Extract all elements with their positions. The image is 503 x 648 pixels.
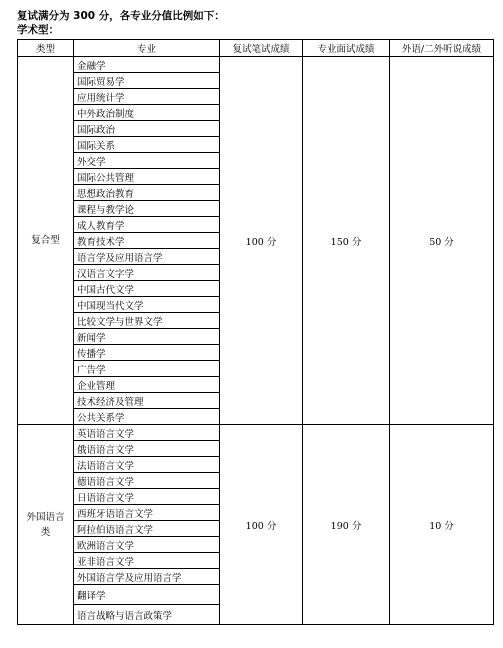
intro-line-academic: 学术型：	[17, 24, 59, 36]
header-written-score: 复试笔试成绩	[220, 40, 303, 57]
listening-score-cell: 50 分	[390, 57, 494, 425]
major-cell: 思想政治教育	[74, 185, 220, 201]
major-cell: 外交学	[74, 153, 220, 169]
written-score-cell: 100 分	[220, 57, 303, 425]
major-cell: 课程与教学论	[74, 201, 220, 217]
major-cell: 技术经济及管理	[74, 393, 220, 409]
major-cell: 公共关系学	[74, 409, 220, 425]
score-ratio-table	[17, 39, 494, 625]
major-cell: 比较文学与世界文学	[74, 313, 220, 329]
major-cell: 阿拉伯语语言文学	[74, 521, 220, 537]
major-cell: 中国现当代文学	[74, 297, 220, 313]
table-header-row	[18, 40, 494, 57]
intro-line-total-score: 复试满分为 300 分，各专业分值比例如下：	[17, 10, 225, 22]
major-cell: 应用统计学	[74, 89, 220, 105]
major-cell: 法语语言文学	[74, 457, 220, 473]
major-cell: 企业管理	[74, 377, 220, 393]
major-cell: 俄语语言文学	[74, 441, 220, 457]
header-listening-score: 外语/二外听说成绩	[390, 40, 494, 57]
major-cell: 国际贸易学	[74, 73, 220, 89]
major-cell: 德语语言文学	[74, 473, 220, 489]
major-cell: 国际政治	[74, 121, 220, 137]
major-cell: 语言战略与语言政策学	[74, 605, 220, 625]
written-score-cell: 100 分	[220, 425, 303, 625]
major-cell: 西班牙语语言文学	[74, 505, 220, 521]
type-cell: 复合型	[18, 57, 74, 425]
major-cell: 新闻学	[74, 329, 220, 345]
major-cell: 成人教育学	[74, 217, 220, 233]
major-cell: 外国语言学及应用语言学	[74, 569, 220, 585]
major-cell: 翻译学	[74, 585, 220, 605]
type-cell: 外国语言类	[18, 425, 74, 625]
major-cell: 国际公共管理	[74, 169, 220, 185]
major-cell: 英语语言文学	[74, 425, 220, 441]
major-cell: 语言学及应用语言学	[74, 249, 220, 265]
table-row	[18, 57, 494, 73]
major-cell: 日语语言文学	[74, 489, 220, 505]
major-cell: 中国古代文学	[74, 281, 220, 297]
header-type: 类型	[18, 40, 74, 57]
major-cell: 欧洲语言文学	[74, 537, 220, 553]
major-cell: 中外政治制度	[74, 105, 220, 121]
major-cell: 金融学	[74, 57, 220, 73]
interview-score-cell: 190 分	[303, 425, 390, 625]
major-cell: 国际关系	[74, 137, 220, 153]
interview-score-cell: 150 分	[303, 57, 390, 425]
table-row	[18, 425, 494, 441]
major-cell: 汉语言文字学	[74, 265, 220, 281]
major-cell: 教育技术学	[74, 233, 220, 249]
major-cell: 亚非语言文学	[74, 553, 220, 569]
major-cell: 传播学	[74, 345, 220, 361]
header-major: 专业	[74, 40, 220, 57]
major-cell: 广告学	[74, 361, 220, 377]
listening-score-cell: 10 分	[390, 425, 494, 625]
header-interview-score: 专业面试成绩	[303, 40, 390, 57]
